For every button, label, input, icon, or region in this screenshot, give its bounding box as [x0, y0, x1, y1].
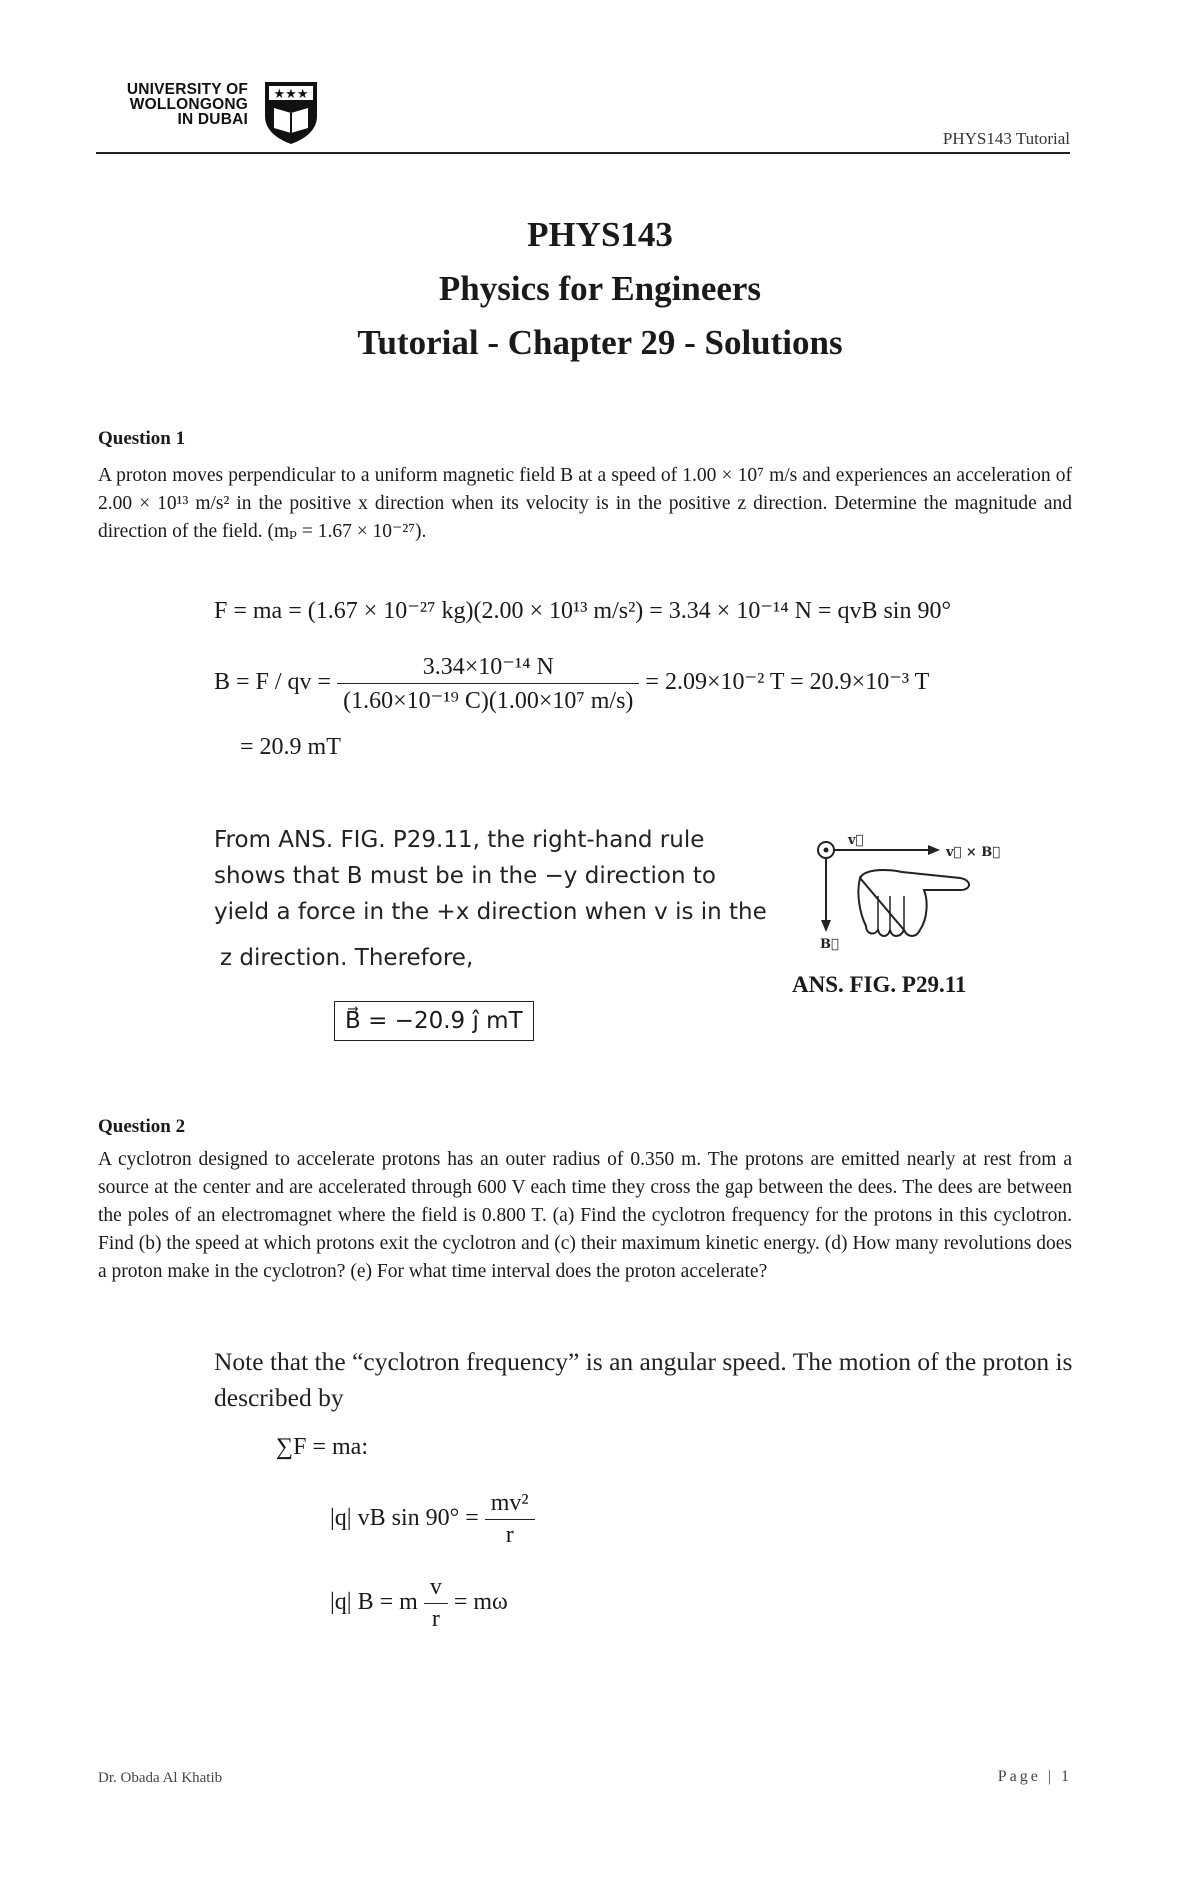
q2-note: Note that the “cyclotron frequency” is an angular speed. The motion of the proton is described by [214, 1347, 1073, 1412]
q1-explanation-line-1: From ANS. FIG. P29.11, the right-hand rule [214, 827, 705, 853]
tutorial-title: Tutorial - Chapter 29 - Solutions [357, 323, 843, 362]
svg-text:★★★: ★★★ [273, 87, 309, 102]
q1-equation-field [214, 652, 929, 715]
right-hand-rule-figure [812, 833, 1001, 954]
q2-eq3-rhs: = mω [453, 1589, 508, 1616]
q2-eq3-numerator: v [424, 1574, 448, 1604]
q2-equation-angular [330, 1574, 508, 1633]
q1-explanation-line-3: yield a force in the +x direction when v is in the [214, 899, 767, 925]
q2-eq2-denominator: r [505, 1522, 514, 1548]
q2-eq2-fraction [485, 1490, 535, 1549]
header-divider [96, 152, 1070, 154]
q1-eq2-numerator: 3.34×10⁻¹⁴ N [337, 652, 639, 684]
document-header-label: PHYS143 Tutorial [942, 129, 1070, 148]
university-crest-icon [262, 80, 320, 146]
q1-eq2-denominator: (1.60×10⁻¹⁹ C)(1.00×10⁷ m/s) [343, 688, 634, 714]
figure-label-vxb: v⃗ × B⃗ [946, 845, 1001, 860]
q2-eq2-lhs: |q| vB sin 90° = [330, 1505, 479, 1532]
q1-equation-force: F = ma = (1.67 × 10⁻²⁷ kg)(2.00 × 10¹³ m/s²) = 3.34 × 10⁻¹⁴ N = qvB sin 90° [214, 598, 952, 624]
question-1-text: A proton moves perpendicular to a uniform magnetic field B at a speed of 1.00 × 10⁷ m/s and experiences an acceleration of 2.00 × 10¹³ m/s² in the positive x direction when its velocity is in the positive z direction. Determine the magnitude and direction of the field. (mₚ = 1.67 × 10⁻²⁷). [98, 465, 1072, 542]
logo-line-3: IN DUBAI [177, 111, 248, 128]
q1-eq2-fraction [337, 652, 639, 715]
course-name: Physics for Engineers [438, 269, 762, 308]
q1-eq2-lhs: B = F / qv = [214, 669, 332, 696]
q2-equation-force-balance [330, 1490, 535, 1549]
q2-equation-newton: ∑F = ma: [276, 1434, 368, 1460]
question-2-text: A cyclotron designed to accelerate protons has an outer radius of 0.350 m. The protons are emitted nearly at rest from a source at the center and are accelerated through 600 V each time they cross the gap between the dees. The dees are between the poles of an electromagnet where the field is 0.800 T. (a) Find the cyclotron frequency for the protons in this cyclotron. Find (b) the speed at which protons exit the cyclotron and (c) their maximum kinetic energy. (d) How many revolutions does a proton make in the cyclotron? (e) For what time interval does the proton accelerate? [98, 1149, 1072, 1282]
question-2-heading: Question 2 [98, 1116, 186, 1137]
q1-answer-box: B⃗ = −20.9 ĵ mT [334, 1001, 534, 1041]
q1-explanation [214, 822, 774, 976]
q1-explanation-line-2: shows that B must be in the −y direction to [214, 863, 716, 889]
q1-equation-result: = 20.9 mT [240, 734, 341, 760]
q2-eq2-numerator: mv² [485, 1490, 535, 1520]
footer-page-number: Page | 1 [997, 1768, 1072, 1785]
page-title [0, 208, 1200, 370]
university-logo-text [98, 82, 248, 127]
q2-eq3-lhs: |q| B = m [330, 1589, 418, 1616]
q2-eq3-fraction [424, 1574, 448, 1633]
figure-label-v: v⃗ [848, 833, 864, 848]
q1-explanation-line-4: z direction. Therefore, [220, 945, 474, 971]
q2-eq3-denominator: r [431, 1606, 440, 1632]
figure-caption: ANS. FIG. P29.11 [792, 972, 967, 997]
course-code: PHYS143 [527, 215, 673, 254]
logo-line-1: UNIVERSITY OF [126, 81, 248, 98]
figure-label-b: B⃗ [820, 937, 839, 952]
footer-author: Dr. Obada Al Khatib [98, 1770, 223, 1786]
question-1-heading: Question 1 [98, 428, 186, 449]
q1-eq2-rhs: = 2.09×10⁻² T = 20.9×10⁻³ T [645, 669, 930, 696]
logo-line-2: WOLLONGONG [129, 96, 248, 113]
